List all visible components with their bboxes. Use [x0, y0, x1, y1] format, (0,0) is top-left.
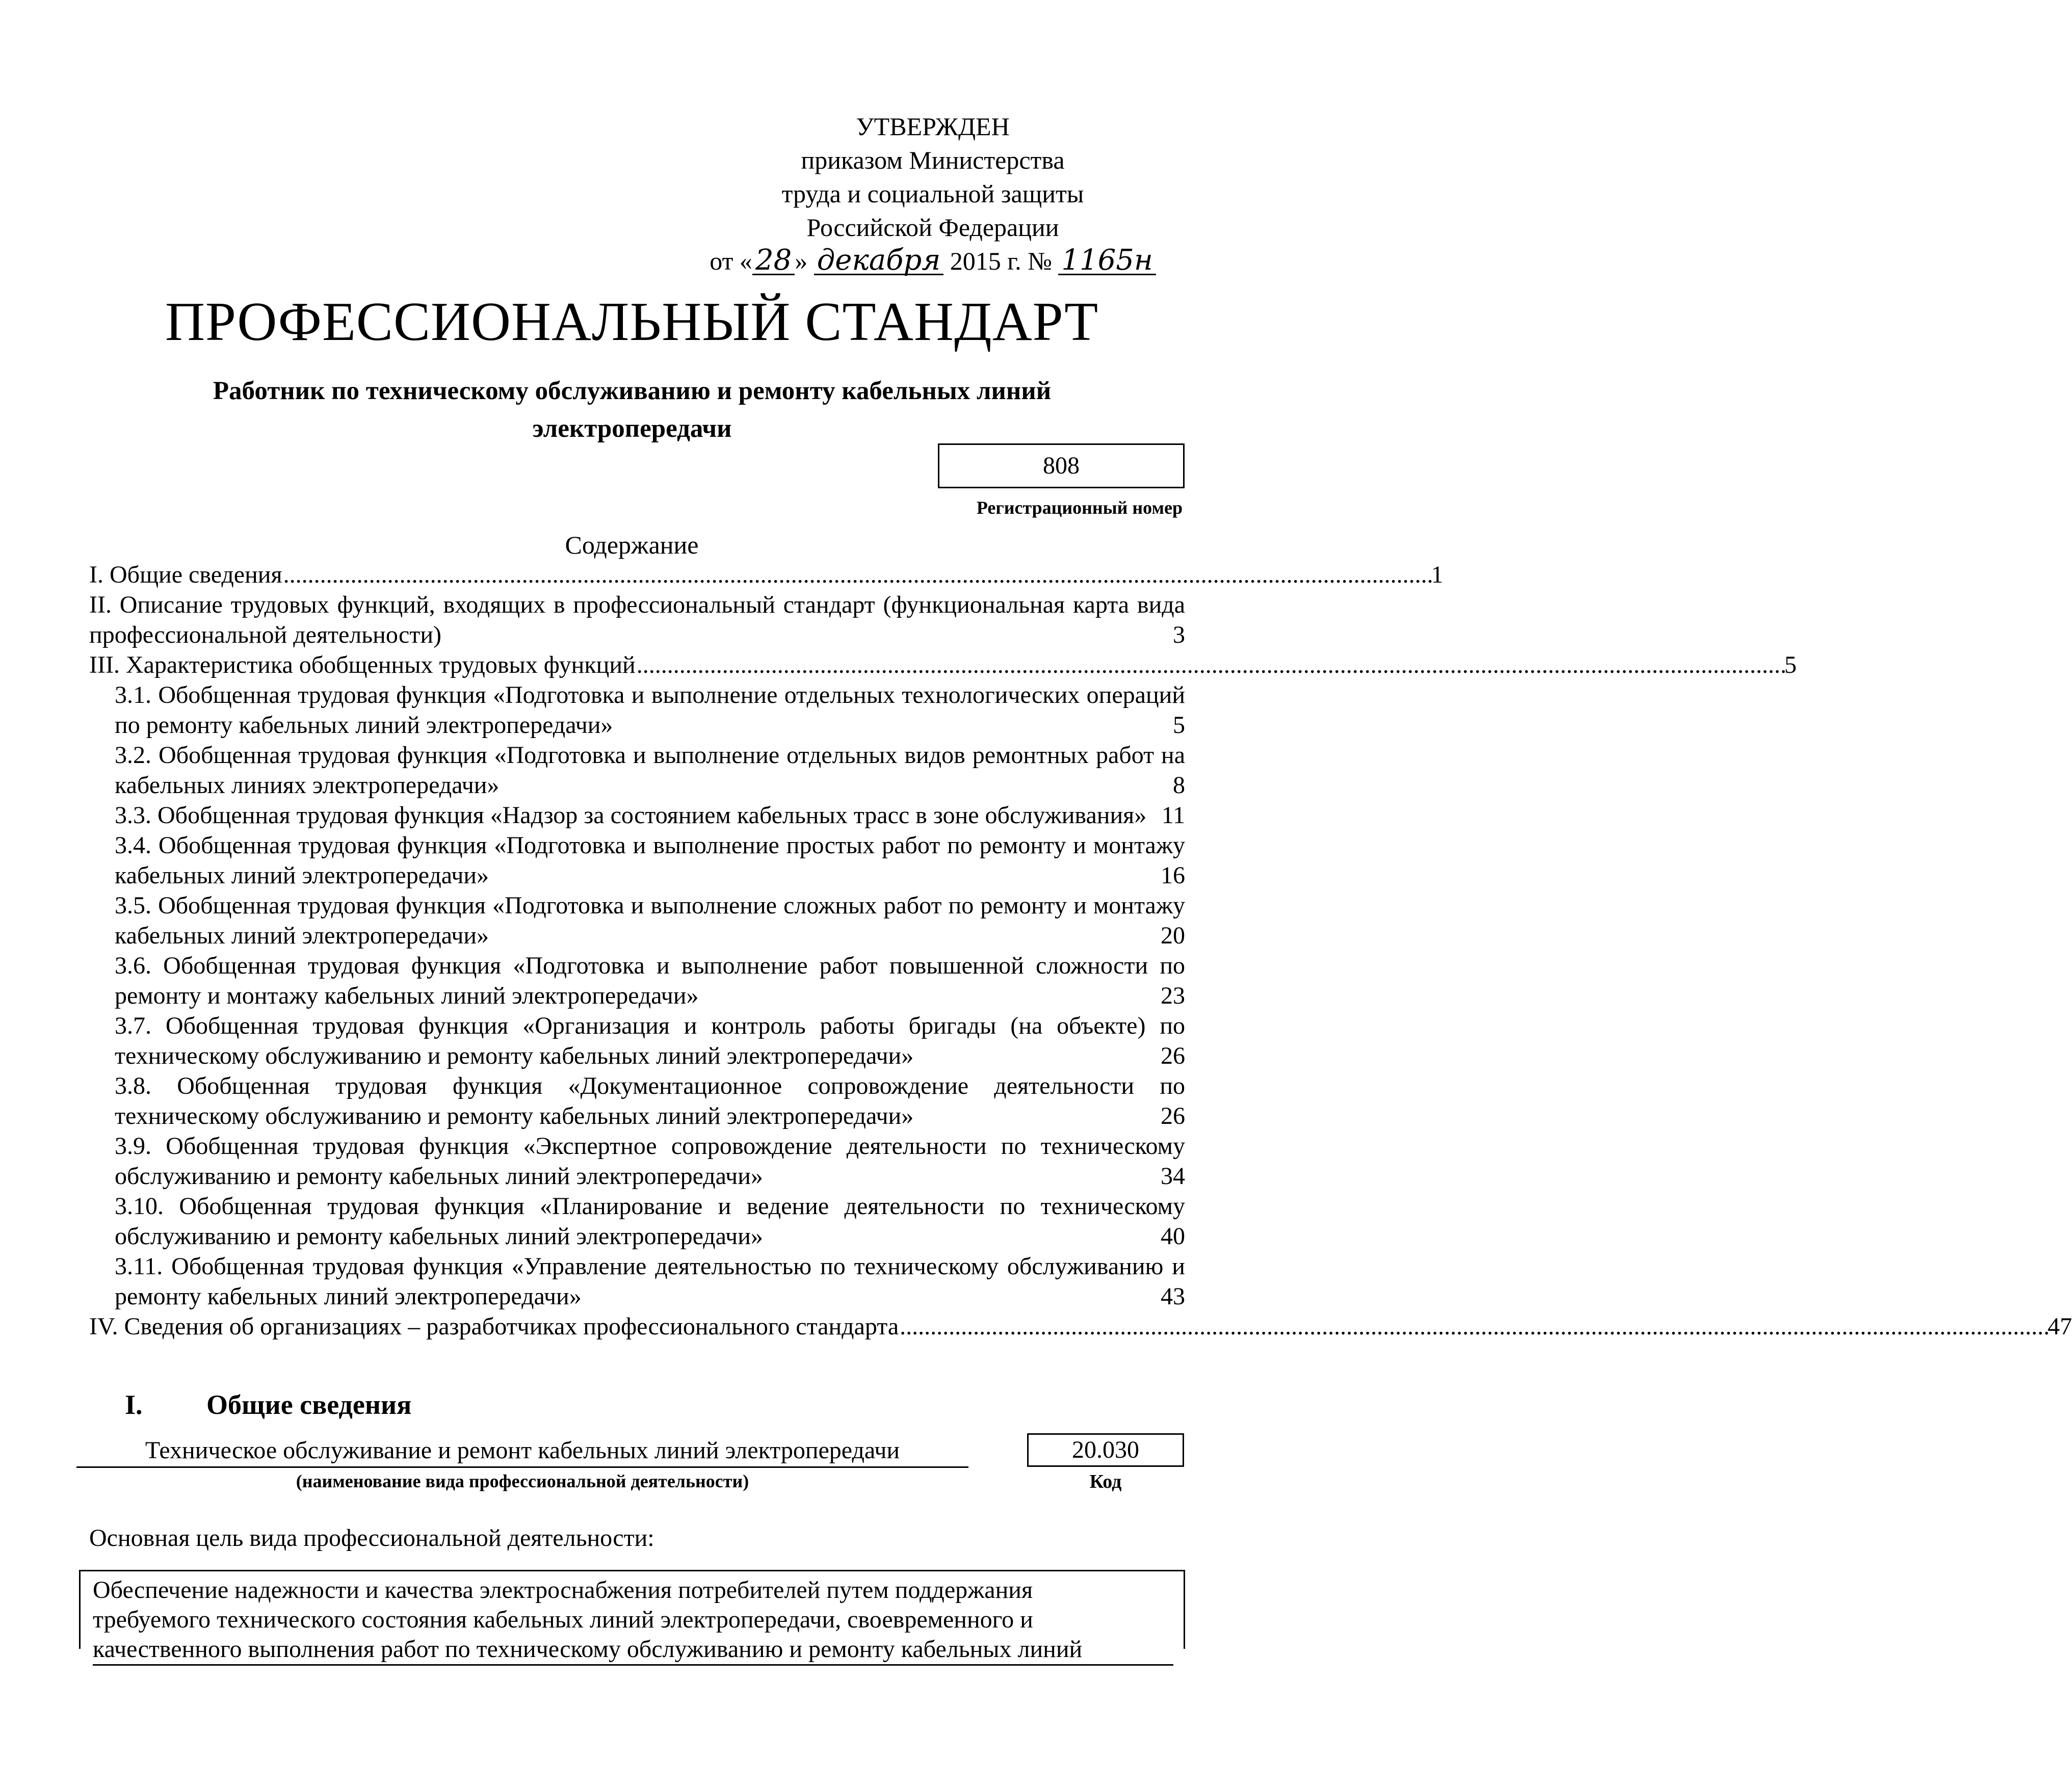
toc-page-number: 26 [1161, 1042, 1185, 1069]
goal-text-line: Обеспечение надежности и качества электроснабжения потребителей путем поддержания [93, 1576, 1033, 1603]
toc-entry-text: 3.4. Обобщенная трудовая функция «Подготовка и выполнение простых работ по ремонту и монтажу кабельных линий электропередачи» [115, 832, 1185, 889]
toc-entry-text: 3.6. Обобщенная трудовая функция «Подготовка и выполнение работ повышенной сложности по ремонту и монтажу кабельных линий электропередачи» [115, 952, 1185, 1009]
toc-entry[interactable] [89, 800, 1185, 830]
registration-number-label: Регистрационный номер [976, 497, 1183, 518]
goal-text-line: качественного выполнения работ по техническому обслуживанию и ремонту кабельных линий [93, 1635, 1173, 1666]
section-number: I. [125, 1389, 143, 1420]
toc-entry[interactable] [89, 830, 1185, 890]
toc-page-number: 3 [1173, 621, 1185, 648]
toc-entry[interactable] [89, 590, 1185, 650]
toc-page-number: 5 [1173, 712, 1185, 739]
activity-code-label: Код [1089, 1471, 1122, 1492]
handwritten-day: 28 [752, 247, 795, 275]
goal-text-line: требуемого технического состояния кабельных линий электропередачи, своевременного и [93, 1606, 1033, 1633]
section-heading [125, 1389, 411, 1421]
toc-entry-text: 3.3. Обобщенная трудовая функция «Надзор за состоянием кабельных трасс в зоне обслуживания» [115, 802, 1147, 829]
handwritten-order-number: 1165н [1058, 247, 1156, 275]
toc-entry-text: 3.1. Обобщенная трудовая функция «Подготовка и выполнение отдельных технологических операций по ремонту кабельных линий электропередачи» [115, 681, 1185, 739]
toc-entry[interactable] [89, 1131, 1185, 1191]
toc-entry-text: 3.8. Обобщенная трудовая функция «Документационное сопровождение деятельности по техническому обслуживанию и ремонту кабельных линий электропередачи» [115, 1072, 1185, 1129]
toc-entry[interactable] [89, 890, 1185, 951]
toc-page-number: 5 [1784, 651, 1797, 678]
document-title: ПРОФЕССИОНАЛЬНЫЙ СТАНДАРТ [165, 292, 1099, 352]
date-prefix: от « [710, 247, 752, 275]
goal-text-box [79, 1570, 1185, 1663]
date-year: 2015 г. № [950, 247, 1052, 275]
toc-page-number: 43 [1161, 1283, 1185, 1310]
registration-number-box: 808 [938, 443, 1185, 488]
toc-leader [637, 650, 1784, 680]
section-title: Общие сведения [206, 1389, 412, 1420]
toc-entry-text: 3.7. Обобщенная трудовая функция «Организация и контроль работы бригады (на объекте) по техническому обслуживанию и ремонту кабельных линий электропередачи» [115, 1012, 1185, 1069]
toc-entry[interactable] [89, 951, 1185, 1011]
toc-page-number: 23 [1161, 982, 1185, 1009]
date-quote: » [795, 247, 808, 275]
toc-entry[interactable] [89, 1011, 1185, 1071]
toc-entry[interactable] [89, 680, 1185, 740]
activity-name-caption: (наименование вида профессиональной деятельности) [296, 1471, 749, 1491]
toc-page-number: 47 [2048, 1313, 2072, 1340]
approval-date-line [703, 244, 1162, 278]
approval-line: приказом Министерства [801, 146, 1065, 174]
toc-entry[interactable] [89, 560, 1444, 590]
toc-entry-text: IV. Сведения об организациях – разработчиках профессионального стандарта [89, 1313, 899, 1340]
toc-entry[interactable] [89, 1071, 1185, 1131]
toc-entry-text: 3.9. Обобщенная трудовая функция «Экспертное сопровождение деятельности по техническому обслуживанию и ремонту кабельных линий электропередачи» [115, 1133, 1185, 1190]
toc-page-number: 8 [1173, 772, 1185, 799]
handwritten-month: декабря [814, 247, 944, 275]
goal-label: Основная цель вида профессиональной деятельности: [89, 1524, 654, 1552]
toc-entry[interactable] [89, 650, 1797, 680]
approval-heading: УТВЕРЖДЕН [856, 112, 1010, 141]
toc-entry[interactable] [89, 1311, 2072, 1342]
toc-entry-text: 3.10. Обобщенная трудовая функция «Планирование и ведение деятельности по техническому обслуживанию и ремонту кабельных линий электропередачи» [115, 1193, 1185, 1250]
toc-leader [900, 1311, 2047, 1342]
activity-code-box: 20.030 [1027, 1433, 1184, 1467]
toc-entry[interactable] [89, 1251, 1185, 1311]
table-of-contents [89, 560, 2072, 1342]
approval-line: Российской Федерации [806, 213, 1059, 242]
toc-page-number: 1 [1431, 561, 1444, 588]
toc-page-number: 34 [1161, 1163, 1185, 1190]
toc-heading: Содержание [565, 531, 699, 559]
toc-entry-text: 3.11. Обобщенная трудовая функция «Управление деятельностью по техническому обслуживанию и ремонту кабельных линий электропередачи» [115, 1253, 1185, 1310]
toc-page-number: 40 [1161, 1223, 1185, 1250]
toc-page-number: 16 [1161, 862, 1185, 889]
toc-entry-text: 3.2. Обобщенная трудовая функция «Подготовка и выполнение отдельных видов ремонтных работ на кабельных линиях электропередачи» [115, 742, 1185, 799]
toc-entry[interactable] [89, 740, 1185, 800]
toc-leader [283, 560, 1430, 590]
toc-entry[interactable] [89, 1191, 1185, 1251]
toc-page-number: 26 [1161, 1102, 1185, 1129]
approval-stamp [703, 110, 1162, 278]
toc-entry-text: I. Общие сведения [89, 561, 282, 588]
toc-page-number: 20 [1161, 922, 1185, 949]
toc-entry-text: II. Описание трудовых функций, входящих в профессиональный стандарт (функциональная карта вида профессиональной деятельности) [89, 591, 1185, 648]
toc-entry-text: III. Характеристика обобщенных трудовых функций [89, 651, 636, 678]
toc-entry-text: 3.5. Обобщенная трудовая функция «Подготовка и выполнение сложных работ по ремонту и монтажу кабельных линий электропередачи» [115, 892, 1185, 949]
toc-page-number: 11 [1161, 802, 1185, 829]
approval-line: труда и социальной защиты [781, 179, 1084, 208]
activity-name: Техническое обслуживание и ремонт кабельных линий электропередачи [76, 1435, 968, 1468]
document-subtitle: Работник по техническому обслуживанию и ремонту кабельных линий электропередачи [213, 377, 1052, 443]
